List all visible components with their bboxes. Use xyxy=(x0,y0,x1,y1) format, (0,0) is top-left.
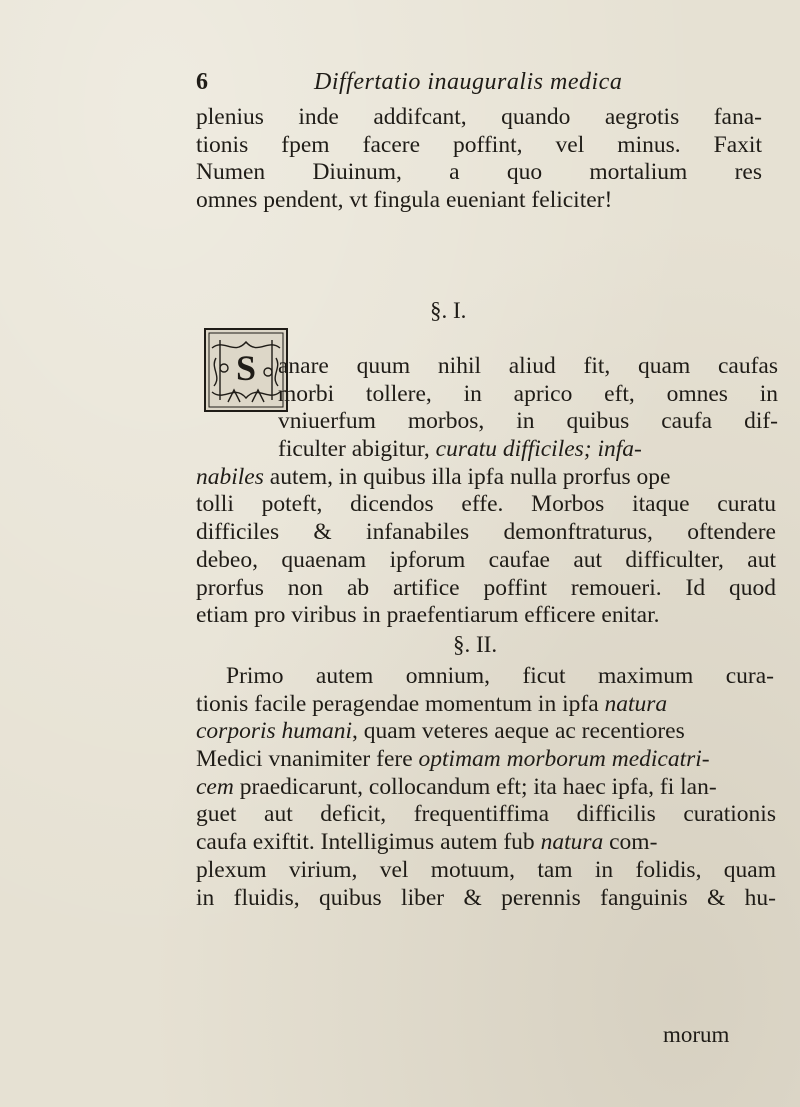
section-heading-1: §. I. xyxy=(430,298,467,323)
text-line: morbi tollere, in aprico eft, omnes in xyxy=(278,380,778,407)
text-line: cem praedicarunt, collocandum eft; ita haec ipfa, fi lan- xyxy=(196,773,717,800)
text-line: in fluidis, quibus liber & perennis fanguinis & hu- xyxy=(196,884,776,911)
text-line: plenius inde addifcant, quando aegrotis fana- xyxy=(196,104,762,130)
text-line: tionis fpem facere poffint, vel minus. Faxit xyxy=(196,131,762,158)
text-line: nabiles autem, in quibus illa ipfa nulla prorfus ope xyxy=(196,463,671,490)
text-line: Numen Diuinum, a quo mortalium res xyxy=(196,159,762,186)
text-line: tionis facile peragendae momentum in ipfa natura xyxy=(196,690,668,717)
section-heading-2: §. II. xyxy=(453,632,498,657)
text-line: anare quum nihil aliud fit, quam caufas xyxy=(278,353,778,379)
initial-letter: S xyxy=(235,348,257,388)
section-1-body xyxy=(196,353,776,630)
text-line: tolli poteft, dicendos effe. Morbos itaque curatu xyxy=(196,491,776,518)
catchword: morum xyxy=(663,1022,730,1047)
page-number: 6 xyxy=(196,69,208,95)
text-line: Primo autem omnium, ficut maximum cura- xyxy=(226,663,774,689)
text-line: guet aut deficit, frequentiffima difficilis curationis xyxy=(196,801,776,828)
text-line: plexum virium, vel motuum, tam in folidis, quam xyxy=(196,856,776,883)
section-2-body xyxy=(196,663,776,912)
text-line: omnes pendent, vt fingula eueniant feliciter! xyxy=(196,187,613,214)
text-line: prorfus non ab artifice poffint remoueri. Id quod xyxy=(196,574,776,601)
text-line: Medici vnanimiter fere optimam morborum medicatri- xyxy=(196,746,710,773)
text-line: debeo, quaenam ipforum caufae aut difficulter, aut xyxy=(196,546,776,573)
text-line: difficiles & infanabiles demonftraturus, oftendere xyxy=(196,519,776,546)
text-line: caufa exiftit. Intelligimus autem fub natura com- xyxy=(196,829,658,856)
text-line: ficulter abigitur, curatu difficiles; infa- xyxy=(278,436,642,463)
text-line: corporis humani, quam veteres aeque ac recentiores xyxy=(196,718,685,745)
running-title: Differtatio inauguralis medica xyxy=(314,69,623,95)
intro-paragraph xyxy=(196,104,762,215)
text-line: vniuerfum morbos, in quibus caufa dif- xyxy=(278,408,778,435)
text-line: etiam pro viribus in praefentiarum efficere enitar. xyxy=(196,602,660,629)
